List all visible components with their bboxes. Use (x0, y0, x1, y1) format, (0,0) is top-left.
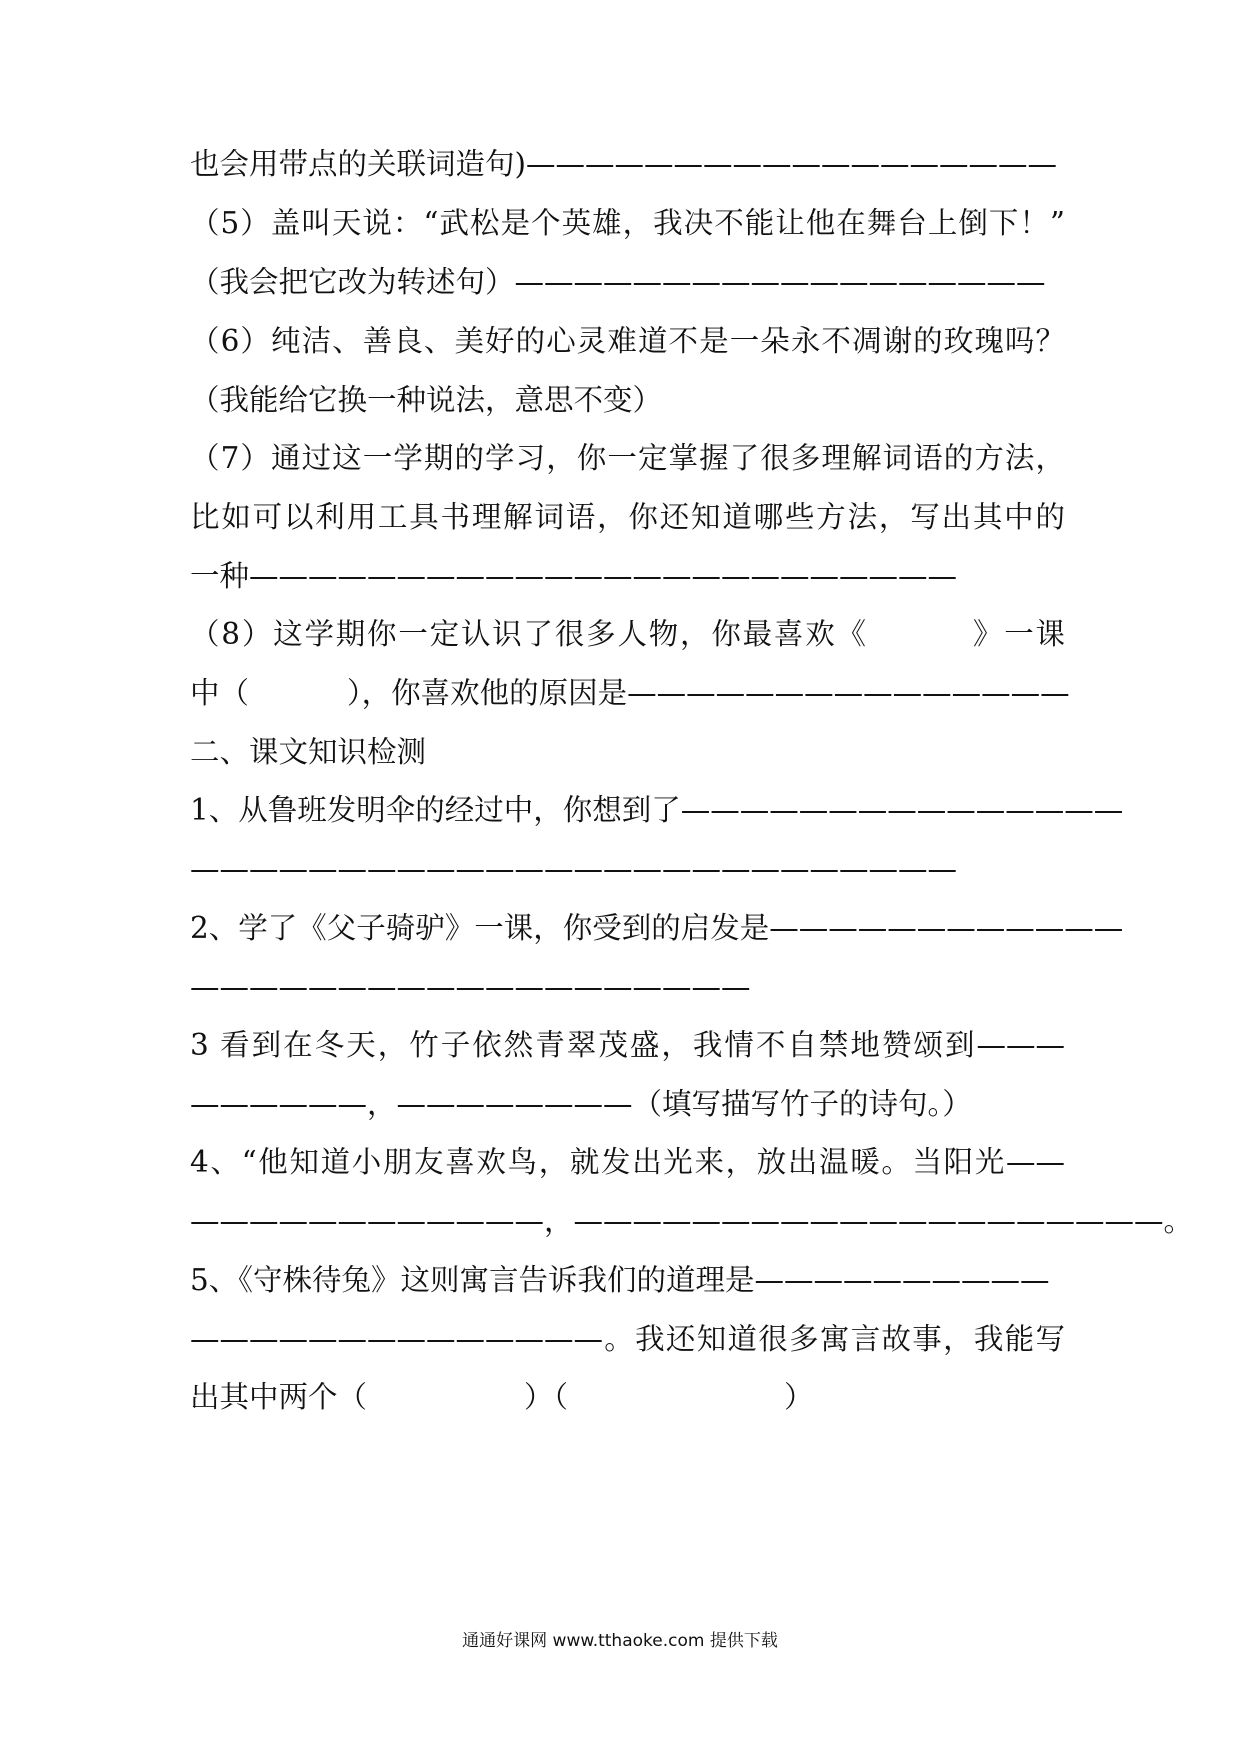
question-line: 1、从鲁班发明伞的经过中，你想到了——————————————— (190, 793, 1124, 827)
answer-line: ————————————，————————————————————。 (190, 1204, 1193, 1238)
question-line: 3 看到在冬天，竹子依然青翠茂盛，我情不自禁地赞颂到——— (190, 1028, 1065, 1062)
text-line: 比如可以利用工具书理解词语，你还知道哪些方法，写出其中的 (190, 500, 1065, 534)
answer-line: ——————————————————— (190, 970, 751, 1004)
text-line: 也会用带点的关联词造句)—————————————————— (190, 147, 1058, 181)
answer-line: ——————，————————（填写描写竹子的诗句。） (190, 1087, 972, 1121)
question-line: 2、学了《父子骑驴》一课，你受到的启发是———————————— (190, 911, 1124, 945)
question-line: 5、《守株待兔》这则寓言告诉我们的道理是—————————— (190, 1263, 1050, 1297)
question-line: 4、“他知道小朋友喜欢鸟，就发出光来，放出温暖。当阳光—— (190, 1145, 1065, 1179)
answer-line: 出其中两个（ ）（ ） (190, 1380, 814, 1414)
text-line: （我会把它改为转述句）—————————————————— (190, 265, 1046, 299)
answer-line: —————————————————————————— (190, 852, 957, 886)
footer-watermark: 通通好课网 www.tthaoke.com 提供下载 (462, 1631, 778, 1651)
text-line: （6）纯洁、善良、美好的心灵难道不是一朵永不凋谢的玫瑰吗？ (190, 324, 1065, 358)
text-line: （7）通过这一学期的学习，你一定掌握了很多理解词语的方法， (190, 441, 1065, 475)
text-line: 中（ ），你喜欢他的原因是——————————————— (190, 676, 1070, 710)
text-line: （我能给它换一种说法，意思不变） (190, 383, 663, 417)
text-line: 一种———————————————————————— (190, 559, 957, 593)
answer-line: ——————————————。我还知道很多寓言故事，我能写 (190, 1322, 1065, 1356)
text-line: （5）盖叫天说：“武松是个英雄，我决不能让他在舞台上倒下！” (190, 206, 1065, 240)
section-heading: 二、课文知识检测 (190, 735, 427, 769)
text-line: （8）这学期你一定认识了很多人物，你最喜欢《 》一课 (190, 617, 1065, 651)
